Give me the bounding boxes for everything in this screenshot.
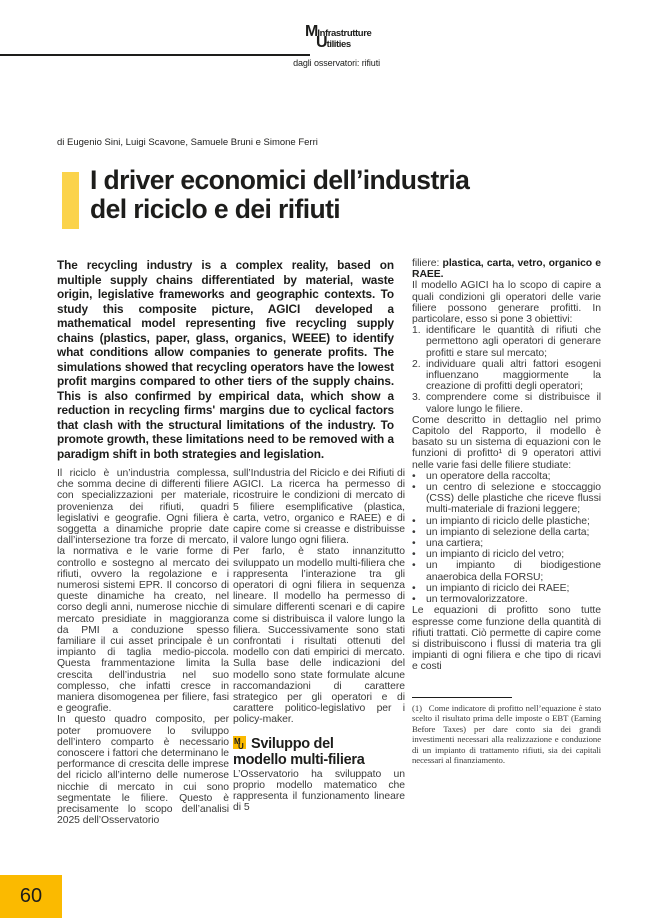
list-text: un impianto di riciclo delle plastiche; bbox=[426, 515, 590, 527]
list-text: un centro di selezione e stoccaggio (CSS) delle plastiche che riceve flussi multi-materiale di frazioni leggere; bbox=[426, 482, 601, 516]
paragraph: Il modello AGICI ha lo scopo di capire a quali condizioni gli operatori delle varie filiere possono generare profitti. In particolare, esso si pone 3 obiettivi: bbox=[412, 280, 601, 326]
bullet-list-item bbox=[412, 538, 601, 549]
bullet-marker: • bbox=[412, 560, 416, 572]
list-text: un operatore della raccolta; bbox=[426, 470, 551, 482]
bullet-list-item bbox=[412, 583, 601, 594]
footnote-rule bbox=[412, 697, 512, 699]
lead-bold-text: plastica, carta, vetro, organico e RAEE. bbox=[412, 258, 602, 281]
list-number: 2. bbox=[412, 358, 421, 370]
logo-line-1 bbox=[305, 23, 372, 40]
paragraph: Come descritto in dettaglio nel primo Capitolo del Rapporto, il modello è basato su un sistema di equazioni con le funzioni di profitto¹ di 9 operatori attivi nelle varie fasi delle filiere studiate: bbox=[412, 414, 601, 471]
paragraph-with-bold-lead bbox=[412, 258, 601, 280]
paragraph: Per farlo, è stato innanzitutto sviluppato un modello multi-filiera che rappresenta l’interazione tra gli operatori di ogni filiera in sequenza lineare. Il modello ha permesso di simulare differenti scenari e di capire come si distribuisca il valore lungo la filiera. Successivamente sono stati confrontati i risultati ottenuti del modello con dati empirici di mercato. Sulla base delle indicazioni del modello sono state formulate alcune raccomandazioni di carattere strategico per gli operatori e di carattere politico-legislativo per i policy-maker. bbox=[233, 546, 405, 726]
paragraph: Il riciclo è un’industria complessa, che somma decine di differenti filiere con specializzazioni per materiale, provenienza dei rifiuti, quadri legislativi e geografie. Ogni filiera è soggetta a dinamiche proprie date dall’intersezione tra forze di mercato, la normativa e le varie forme di controllo e sostegno al mercato dei rifiuti, ovvero la regolazione e i numerosi sistemi EPR. Il concorso di queste dinamiche ha creato, nel corso degli anni, numerose nicchie di mercato presidiate in maggioranza da PMI a conduzione spesso familiare il cui asset principale è un impianto di taglia medio-piccola. Questa frammentazione limita la crescita dell’industria nel suo complesso, che infatti cresce in maniera disomogenea per filiere, fasi e geografie. bbox=[57, 468, 229, 715]
section-heading-line2 bbox=[233, 752, 405, 769]
article-title-line1: I driver economici dell’industria bbox=[90, 165, 470, 195]
bullet-list-item bbox=[412, 516, 601, 527]
list-text: un impianto di biodigestione anaerobica della FORSU; bbox=[426, 560, 601, 583]
article-title-line2: del riciclo e dei rifiuti bbox=[90, 194, 341, 224]
article-title bbox=[90, 166, 610, 224]
bullet-list-item bbox=[412, 471, 601, 482]
list-number: 3. bbox=[412, 392, 421, 404]
bullet-marker: • bbox=[412, 515, 416, 527]
list-text: un termovalorizzatore. bbox=[426, 594, 528, 606]
section-heading-text-1: Sviluppo del bbox=[251, 735, 334, 752]
bullet-list-item bbox=[412, 482, 601, 516]
section-tagline: dagli osservatori: rifiuti bbox=[293, 58, 380, 68]
header-rule bbox=[0, 54, 310, 56]
byline: di Eugenio Sini, Luigi Scavone, Samuele Bruni e Simone Ferri bbox=[57, 137, 318, 148]
paragraph: Le equazioni di profitto sono tutte espresse come funzione della quantità di rifiuti trattati. Ciò permette di capire come si distribuiscono i flussi di materia tra gli impianti di ogni filiera e che tipo di ricavi e costi bbox=[412, 605, 601, 673]
bullet-marker: • bbox=[412, 594, 416, 606]
body-column-1 bbox=[57, 468, 229, 827]
numbered-list-item bbox=[412, 325, 601, 359]
body-column-2 bbox=[233, 468, 405, 813]
bullet-list-item bbox=[412, 549, 601, 560]
footnote-text: (1) Come indicatore di profitto nell’equazione è stato scelto il risultato prima delle imposte o EBT (Earning Before Taxes) per dare conto sia dei grandi investimenti necessari alla realizzazione e conduzione di un impianto di trattamento rifiuti, sia dei capitali necessari al finanziamento. bbox=[412, 703, 601, 766]
bullet-list-item bbox=[412, 560, 601, 582]
mu-icon-letter-u: U bbox=[238, 741, 244, 751]
footnote bbox=[412, 697, 601, 766]
mu-icon-letter-m: M bbox=[234, 736, 241, 746]
list-text: un impianto di selezione della carta; bbox=[426, 526, 590, 538]
logo-word-tilities: tilities bbox=[326, 39, 351, 50]
section-heading bbox=[233, 736, 405, 769]
bullet-marker: • bbox=[412, 538, 416, 550]
list-text: un impianto di riciclo dei RAEE; bbox=[426, 582, 570, 594]
list-text: una cartiera; bbox=[426, 538, 484, 550]
logo-letter-u: U bbox=[316, 34, 327, 51]
section-heading-line1 bbox=[233, 736, 405, 753]
bullet-marker: • bbox=[412, 582, 416, 594]
list-text: identificare le quantità di rifiuti che permettono agli operatori di generare profitti e stare sul mercato; bbox=[426, 325, 601, 359]
paragraph: In questo quadro composito, per poter promuovere lo sviluppo dell’intero comparto è necessario conoscere i fattori che determinano le performance di crescita delle imprese del riciclo all’interno delle numerose nicchie di mercato in cui sono segmentate le filiere. Questo è precisamente lo scopo dell’analisi 2025 dell’Osservatorio bbox=[57, 714, 229, 827]
list-number: 1. bbox=[412, 325, 421, 337]
mu-infrastrutture-utilities-logo bbox=[305, 23, 372, 51]
page-number-box bbox=[0, 875, 62, 918]
bullet-list-item bbox=[412, 527, 601, 538]
body-column-3 bbox=[412, 258, 601, 765]
logo-word-infrastrutture: Infrastrutture bbox=[317, 28, 372, 39]
list-text: comprendere come si distribuisce il valore lungo le filiere. bbox=[426, 392, 601, 415]
page-number: 60 bbox=[19, 885, 43, 907]
bullet-marker: • bbox=[412, 549, 416, 561]
bullet-marker: • bbox=[412, 482, 416, 494]
numbered-list-item bbox=[412, 359, 601, 393]
abstract-paragraph: The recycling industry is a complex reality, based on multiple supply chains differentiated by material, waste origin, legislative frameworks and geographic contexts. To study this composite picture, AGICI developed a mathematical model representing five recycling supply chains (plastics, paper, glass, organics, WEEE) to identify what conditions allow companies to generate profits. The simulations showed that recycling operators have the lowest profit margins compared to other tiers of the supply chains. This is also confirmed by empirical data, which show a reduction in recycling firms' margins due to cyclical factors that clash with the structural limitations of the industry. To promote growth, these limitations need to be removed with a paradigm shift in both strategies and legislation. bbox=[57, 258, 394, 461]
list-text: individuare quali altri fattori esogeni influenzano maggiormente la creazione di profitti degli operatori; bbox=[426, 358, 601, 393]
bullet-marker: • bbox=[412, 526, 416, 538]
paragraph: sull’Industria del Riciclo e dei Rifiuti di AGICI. La ricerca ha permesso di ricostruire le condizioni di mercato di 5 filiere esemplificative (plastica, carta, vetro, organico e RAEE) e di capire come si creasse e distribuisse il valore lungo ogni filiera. bbox=[233, 468, 405, 547]
numbered-list-item bbox=[412, 392, 601, 414]
paragraph: L’Osservatorio ha sviluppato un proprio modello matematico che rappresenta il funzionamento lineare di 5 bbox=[233, 768, 405, 814]
logo-letter-m: M bbox=[305, 23, 318, 40]
bullet-list-item bbox=[412, 594, 601, 605]
list-text: un impianto di riciclo del vetro; bbox=[426, 549, 565, 561]
bullet-marker: • bbox=[412, 470, 416, 482]
title-accent-bar bbox=[62, 172, 79, 229]
mu-monogram-icon bbox=[233, 736, 246, 749]
lead-normal-text: filiere: bbox=[412, 258, 443, 269]
section-heading-text-2: modello multi-filiera bbox=[233, 752, 365, 769]
